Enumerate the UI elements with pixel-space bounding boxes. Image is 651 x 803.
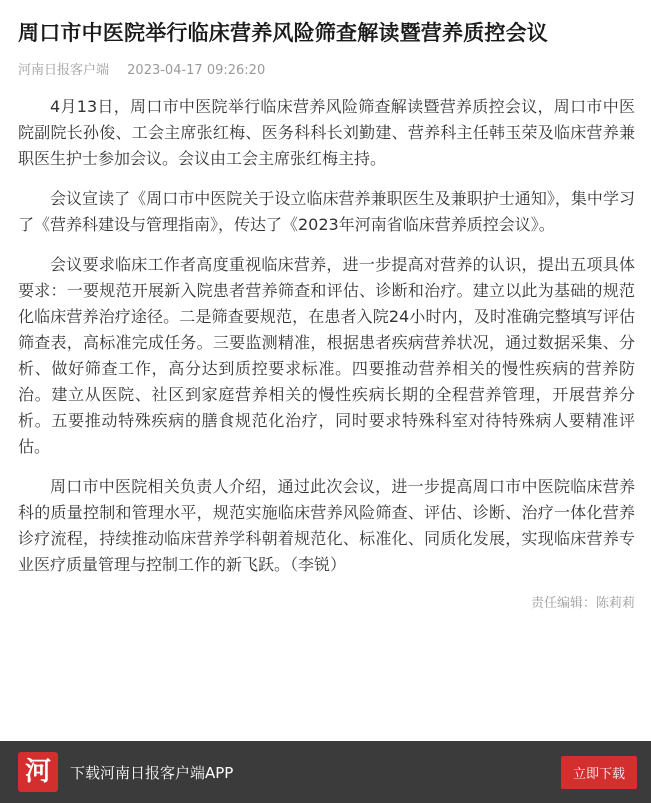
responsible-editor: 责任编辑：陈莉莉 — [530, 596, 635, 611]
article-meta — [18, 62, 635, 80]
app-download-bar[interactable] — [0, 741, 651, 803]
article-paragraph: 会议宣读了《周口市中医院关于设立临床营养兼职医生及兼职护士通知》，集中学习了《营养科建设与管理指南》，传达了《2023年河南省临床营养质控会议》。 — [18, 189, 635, 234]
article-paragraph: 周口市中医院相关负责人介绍，通过此次会议，进一步提高周口市中医院临床营养科的质量控制和管理水平，规范实施临床营养风险筛查、评估、诊断、治疗一体化营养诊疗流程，持续推动临床营养学科朝着规范化、标准化、同质化发展，实现临床营养专业医疗质量管理与控制工作的新飞跃。（李锐） — [18, 477, 635, 574]
article-source: 河南日报客户端 — [18, 63, 110, 78]
henan-daily-logo-icon: 河 — [18, 752, 58, 792]
article-paragraph: 会议要求临床工作者高度重视临床营养，进一步提高对营养的认识，提出五项具体要求：一要规范开展新入院患者营养筛查和评估、诊断和治疗。建立以此为基础的规范化临床营养治疗途径。二是筛查要规范，在患者入院24小时内，及时准确完整填写评估筛查表，高标准完成任务。三要监测精准，根据患者疾病营养状况，通过数据采集、分析、做好筛查工作，高分达到质控要求标准。四要推动营养相关的慢性疾病的营养防治。建立从医院、社区到家庭营养相关的慢性疾病长期的全程营养管理，开展营养分析。五要推动特殊疾病的膳食规范化治疗，同时要求特殊科室对待特殊病人要精准评估。 — [18, 255, 635, 456]
article-title: 周口市中医院举行临床营养风险筛查解读暨营养质控会议 — [18, 21, 548, 45]
download-bar-text[interactable]: 下载河南日报客户端APP — [70, 763, 234, 782]
article-datetime: 2023-04-17 09:26:20 — [127, 63, 266, 78]
article-paragraph: 4月13日，周口市中医院举行临床营养风险筛查解读暨营养质控会议，周口市中医院副院长孙俊、工会主席张红梅、医务科科长刘勤建、营养科主任韩玉荣及临床营养兼职医生护士参加会议。会议由工会主席张红梅主持。 — [18, 97, 635, 168]
download-now-button[interactable]: 立即下载 — [561, 756, 637, 789]
article-body — [18, 94, 635, 578]
